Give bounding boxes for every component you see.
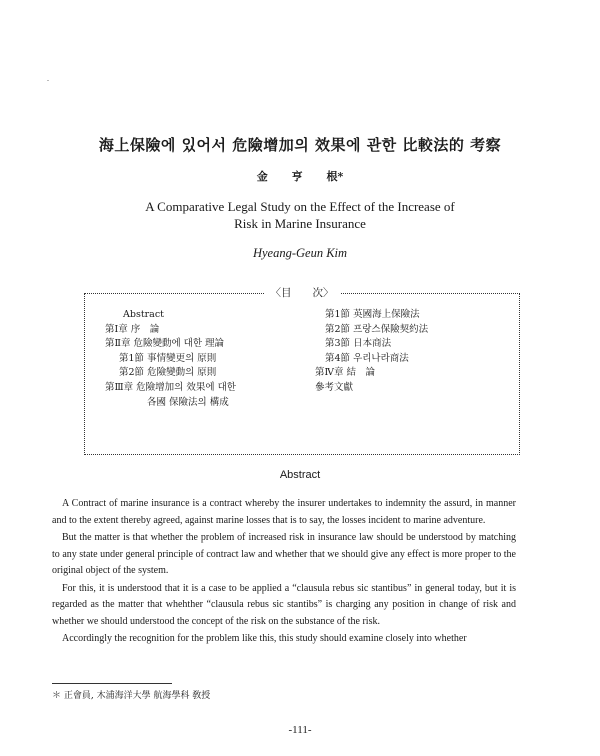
footnote: ＊ 正會員, 木浦海洋大學 航海學科 敎授 — [52, 691, 211, 701]
english-author: Hyeang-Geun Kim — [252, 246, 348, 260]
toc-heading-text: 〈目 次〉 — [265, 287, 340, 299]
toc-item: 第Ⅱ章 危險變動에 대한 理論 — [105, 338, 225, 350]
toc-item: 第Ⅲ章 危險增加의 效果에 대한 — [105, 381, 236, 393]
toc-item: 第3節 日本商法 — [325, 338, 392, 350]
korean-author: 金 亨 根* — [256, 170, 344, 183]
footnote-divider — [52, 683, 172, 684]
toc-item: 各國 保險法의 構成 — [147, 396, 229, 408]
toc-heading — [85, 285, 519, 300]
toc-item: 第1節 英國海上保險法 — [325, 309, 420, 320]
english-title-line1: A Comparative Legal Study on the Effect of the Increase of — [145, 199, 455, 214]
korean-title: 海上保險에 있어서 危險增加의 效果에 관한 比較法的 考察 — [98, 136, 502, 154]
toc-item: Abstract — [123, 309, 164, 320]
toc-item: 第Ⅰ章 序 論 — [105, 323, 160, 335]
toc-item: 參考文獻 — [315, 381, 354, 393]
page-number: -111- — [288, 724, 312, 736]
abstract-paragraph: Accordingly the recognition for the problem like this, this study should examine closely into whether — [62, 633, 467, 644]
abstract-paragraph: But the matter is that whether the problem of increased risk in insurance law should be understood by matching to any state under general principle of contract law and whether that we should give any effect is more proper to the original object of the system. — [52, 532, 516, 576]
abstract-paragraph: For this, it is understood that it is a case to be applied a “clausula rebus sic stantibus” in general today, but it is regarded as the matter that whehther “clausula rebus sic stantibs” is charging any position in change of risk and whether we should understood the concept of the risk on the substance of the risk. — [52, 582, 516, 627]
toc-item: 第2節 프랑스保險契約法 — [325, 323, 429, 335]
toc-item: 第2節 危險變動의 原則 — [119, 367, 217, 379]
abstract-heading: Abstract — [279, 469, 321, 481]
scan-mark — [47, 80, 49, 81]
toc-left-column — [91, 308, 321, 410]
abstract-body — [52, 496, 516, 649]
toc-item: 第4節 우리나라商法 — [325, 352, 409, 364]
toc-item: 第1節 事情變更의 原則 — [119, 352, 217, 364]
abstract-paragraph: A Contract of marine insurance is a contract whereby the insurer undertakes to indemnity the assurd, in manner and to the extent thereby agreed, against marine losses that is to say, the losses incident to marine adventure. — [52, 498, 516, 526]
toc-item: 第Ⅳ章 結 論 — [315, 367, 376, 379]
english-title — [100, 198, 500, 232]
toc-right-column — [315, 308, 515, 396]
english-title-line2: Risk in Marine Insurance — [234, 216, 366, 231]
table-of-contents — [84, 287, 520, 455]
